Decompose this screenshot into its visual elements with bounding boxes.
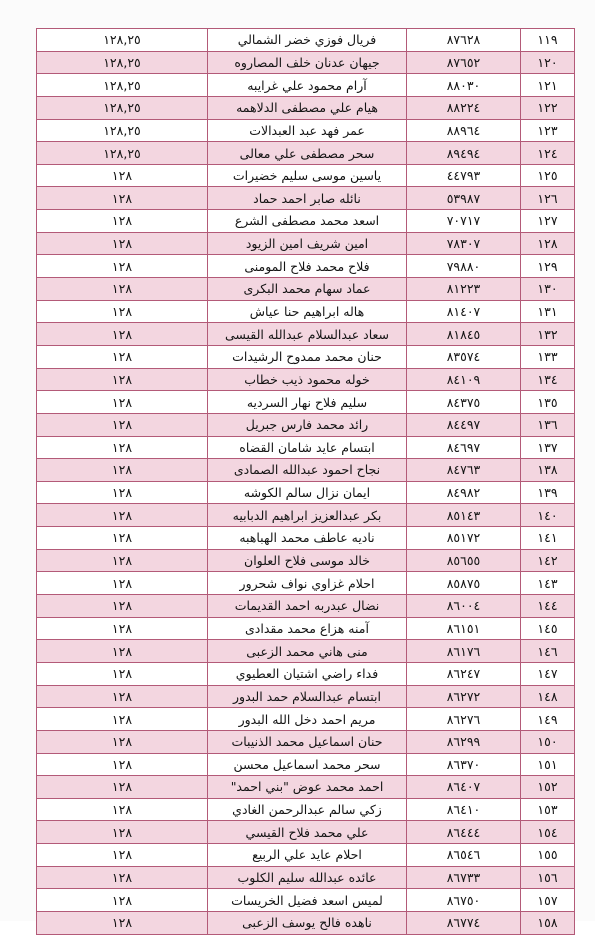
id-number-cell: ٨٥١٤٣ (407, 504, 521, 527)
row-number-cell: ١٢٤ (521, 142, 575, 165)
score-cell: ١٢٨ (37, 300, 208, 323)
id-number-cell: ٨٦٤٤٤ (407, 821, 521, 844)
score-cell: ١٢٨,٢٥ (37, 29, 208, 52)
row-number-cell: ١٤٦ (521, 640, 575, 663)
name-cell: فلاح محمد فلاح المومنى (208, 255, 407, 278)
row-number-cell: ١٢٨ (521, 232, 575, 255)
table-row (37, 29, 575, 52)
row-number-cell: ١٥١ (521, 753, 575, 776)
table-row (37, 413, 575, 436)
name-cell: بكر عبدالعزيز ابراهيم الدبابيه (208, 504, 407, 527)
table-row (37, 119, 575, 142)
name-cell: فداء راضي اشتيان العطيوي (208, 662, 407, 685)
score-cell: ١٢٨ (37, 730, 208, 753)
score-cell: ١٢٨ (37, 549, 208, 572)
score-cell: ١٢٨ (37, 232, 208, 255)
row-number-cell: ١٥٠ (521, 730, 575, 753)
id-number-cell: ٨٣٥٧٤ (407, 345, 521, 368)
table-row (37, 210, 575, 233)
row-number-cell: ١٤٠ (521, 504, 575, 527)
row-number-cell: ١٤٧ (521, 662, 575, 685)
score-cell: ١٢٨ (37, 640, 208, 663)
score-cell: ١٢٨ (37, 527, 208, 550)
id-number-cell: ٨٥٨٧٥ (407, 572, 521, 595)
table-row (37, 821, 575, 844)
table-row (37, 300, 575, 323)
name-cell: نضال عبدربه احمد القديمات (208, 595, 407, 618)
table-row (37, 323, 575, 346)
score-cell: ١٢٨ (37, 844, 208, 867)
table-row (37, 889, 575, 912)
table-row (37, 527, 575, 550)
score-cell: ١٢٨ (37, 481, 208, 504)
id-number-cell: ٨٥٦٥٥ (407, 549, 521, 572)
row-number-cell: ١٣٢ (521, 323, 575, 346)
name-cell: احمد محمد عوض "بني احمد" (208, 776, 407, 799)
table-row (37, 187, 575, 210)
row-number-cell: ١١٩ (521, 29, 575, 52)
id-number-cell: ٥٣٩٨٧ (407, 187, 521, 210)
name-cell: ناديه عاطف محمد الهباهبه (208, 527, 407, 550)
name-cell: خوله محمود ذيب خطاب (208, 368, 407, 391)
score-cell: ١٢٨,٢٥ (37, 96, 208, 119)
name-cell: آرام محمود علي غرايبه (208, 74, 407, 97)
row-number-cell: ١٥٣ (521, 798, 575, 821)
table-row (37, 96, 575, 119)
score-cell: ١٢٨ (37, 662, 208, 685)
table-row (37, 911, 575, 934)
score-cell: ١٢٨ (37, 889, 208, 912)
name-cell: حنان اسماعيل محمد الذنيبات (208, 730, 407, 753)
row-number-cell: ١٥٢ (521, 776, 575, 799)
score-cell: ١٢٨ (37, 187, 208, 210)
id-number-cell: ٨٦٤٠٧ (407, 776, 521, 799)
name-cell: خالد موسى فلاح العلوان (208, 549, 407, 572)
row-number-cell: ١٣٩ (521, 481, 575, 504)
name-cell: ياسين موسى سليم خضيرات (208, 164, 407, 187)
table-row (37, 572, 575, 595)
score-cell: ١٢٨ (37, 685, 208, 708)
score-cell: ١٢٨ (37, 345, 208, 368)
row-number-cell: ١٣٥ (521, 391, 575, 414)
name-cell: زكي سالم عبدالرحمن الغادي (208, 798, 407, 821)
score-cell: ١٢٨,٢٥ (37, 142, 208, 165)
id-number-cell: ٨٦٢٧٦ (407, 708, 521, 731)
table-row (37, 617, 575, 640)
score-cell: ١٢٨,٢٥ (37, 51, 208, 74)
id-number-cell: ٨٨٩٦٤ (407, 119, 521, 142)
results-table-body (37, 29, 575, 935)
name-cell: هاله ابراهيم حنا عياش (208, 300, 407, 323)
score-cell: ١٢٨ (37, 210, 208, 233)
name-cell: نجاح احمود عبدالله الصمادى (208, 459, 407, 482)
id-number-cell: ٨٤٦٩٧ (407, 436, 521, 459)
score-cell: ١٢٨ (37, 413, 208, 436)
row-number-cell: ١٣٣ (521, 345, 575, 368)
table-row (37, 481, 575, 504)
id-number-cell: ٧٨٣٠٧ (407, 232, 521, 255)
table-row (37, 164, 575, 187)
row-number-cell: ١٢٢ (521, 96, 575, 119)
name-cell: سحر مصطفى علي معالى (208, 142, 407, 165)
score-cell: ١٢٨ (37, 798, 208, 821)
table-row (37, 504, 575, 527)
row-number-cell: ١٢٣ (521, 119, 575, 142)
id-number-cell: ٧٠٧١٧ (407, 210, 521, 233)
table-row (37, 459, 575, 482)
name-cell: ناهده فالح يوسف الزعبى (208, 911, 407, 934)
row-number-cell: ١٣٦ (521, 413, 575, 436)
id-number-cell: ٨٦١٧٦ (407, 640, 521, 663)
row-number-cell: ١٢٠ (521, 51, 575, 74)
id-number-cell: ٨١٨٤٥ (407, 323, 521, 346)
row-number-cell: ١٣٧ (521, 436, 575, 459)
id-number-cell: ٨٥١٧٢ (407, 527, 521, 550)
name-cell: آمنه هزاع محمد مقدادى (208, 617, 407, 640)
row-number-cell: ١٣١ (521, 300, 575, 323)
score-cell: ١٢٨ (37, 368, 208, 391)
name-cell: سحر محمد اسماعيل محسن (208, 753, 407, 776)
name-cell: امين شريف امين الزيود (208, 232, 407, 255)
table-row (37, 74, 575, 97)
id-number-cell: ٨٦١٥١ (407, 617, 521, 640)
table-row (37, 51, 575, 74)
name-cell: اسعد محمد مصطفى الشرع (208, 210, 407, 233)
score-cell: ١٢٨ (37, 391, 208, 414)
id-number-cell: ٨١٤٠٧ (407, 300, 521, 323)
row-number-cell: ١٥٥ (521, 844, 575, 867)
score-cell: ١٢٨ (37, 504, 208, 527)
row-number-cell: ١٣٨ (521, 459, 575, 482)
name-cell: احلام غزاوي نواف شحرور (208, 572, 407, 595)
name-cell: جيهان عدنان خلف المصاروه (208, 51, 407, 74)
score-cell: ١٢٨ (37, 255, 208, 278)
name-cell: علي محمد فلاح القيسي (208, 821, 407, 844)
score-cell: ١٢٨ (37, 753, 208, 776)
id-number-cell: ٨٨٠٣٠ (407, 74, 521, 97)
id-number-cell: ٨٧٦٢٨ (407, 29, 521, 52)
row-number-cell: ١٢٥ (521, 164, 575, 187)
id-number-cell: ٨٨٢٢٤ (407, 96, 521, 119)
id-number-cell: ٨٤٧٦٣ (407, 459, 521, 482)
id-number-cell: ٨٤٣٧٥ (407, 391, 521, 414)
id-number-cell: ٤٤٧٩٣ (407, 164, 521, 187)
score-cell: ١٢٨ (37, 323, 208, 346)
row-number-cell: ١٥٤ (521, 821, 575, 844)
row-number-cell: ١٥٦ (521, 866, 575, 889)
table-row (37, 232, 575, 255)
id-number-cell: ٨٦٧٥٠ (407, 889, 521, 912)
name-cell: سعاد عبدالسلام عبدالله القيسى (208, 323, 407, 346)
table-row (37, 753, 575, 776)
id-number-cell: ٨٤٤٩٧ (407, 413, 521, 436)
score-cell: ١٢٨ (37, 866, 208, 889)
id-number-cell: ٨١٢٢٣ (407, 278, 521, 301)
table-row (37, 798, 575, 821)
score-cell: ١٢٨ (37, 911, 208, 934)
table-row (37, 368, 575, 391)
results-table (36, 28, 575, 935)
row-number-cell: ١٤٣ (521, 572, 575, 595)
table-row (37, 436, 575, 459)
id-number-cell: ٨٦٧٧٤ (407, 911, 521, 934)
name-cell: احلام عايد علي الربيع (208, 844, 407, 867)
table-row (37, 345, 575, 368)
table-row (37, 391, 575, 414)
score-cell: ١٢٨ (37, 617, 208, 640)
score-cell: ١٢٨ (37, 436, 208, 459)
id-number-cell: ٨٦٠٠٤ (407, 595, 521, 618)
id-number-cell: ٨٩٤٩٤ (407, 142, 521, 165)
name-cell: رائد محمد فارس جبريل (208, 413, 407, 436)
score-cell: ١٢٨,٢٥ (37, 119, 208, 142)
name-cell: ابتسام عبدالسلام حمد البدور (208, 685, 407, 708)
id-number-cell: ٨٦٣٧٠ (407, 753, 521, 776)
table-row (37, 142, 575, 165)
name-cell: عائده عبدالله سليم الكلوب (208, 866, 407, 889)
id-number-cell: ٧٩٨٨٠ (407, 255, 521, 278)
table-row (37, 685, 575, 708)
score-cell: ١٢٨ (37, 708, 208, 731)
name-cell: هيام علي مصطفى الدلاهمه (208, 96, 407, 119)
row-number-cell: ١٢١ (521, 74, 575, 97)
table-row (37, 844, 575, 867)
score-cell: ١٢٨ (37, 572, 208, 595)
row-number-cell: ١٢٦ (521, 187, 575, 210)
name-cell: فريال فوزي خضر الشمالي (208, 29, 407, 52)
row-number-cell: ١٤٤ (521, 595, 575, 618)
score-cell: ١٢٨ (37, 164, 208, 187)
score-cell: ١٢٨ (37, 821, 208, 844)
table-row (37, 866, 575, 889)
score-cell: ١٢٨ (37, 459, 208, 482)
table-row (37, 255, 575, 278)
name-cell: لميس اسعد فضيل الخريسات (208, 889, 407, 912)
row-number-cell: ١٥٧ (521, 889, 575, 912)
score-cell: ١٢٨,٢٥ (37, 74, 208, 97)
row-number-cell: ١٤١ (521, 527, 575, 550)
name-cell: منى هاني محمد الزعبى (208, 640, 407, 663)
id-number-cell: ٨٦٢٧٢ (407, 685, 521, 708)
table-row (37, 662, 575, 685)
row-number-cell: ١٥٨ (521, 911, 575, 934)
row-number-cell: ١٤٥ (521, 617, 575, 640)
score-cell: ١٢٨ (37, 776, 208, 799)
id-number-cell: ٨٦٥٤٦ (407, 844, 521, 867)
id-number-cell: ٨٤١٠٩ (407, 368, 521, 391)
table-row (37, 278, 575, 301)
table-row (37, 595, 575, 618)
row-number-cell: ١٣٤ (521, 368, 575, 391)
row-number-cell: ١٤٨ (521, 685, 575, 708)
score-cell: ١٢٨ (37, 278, 208, 301)
row-number-cell: ١٢٩ (521, 255, 575, 278)
table-row (37, 549, 575, 572)
score-cell: ١٢٨ (37, 595, 208, 618)
id-number-cell: ٨٦٢٩٩ (407, 730, 521, 753)
id-number-cell: ٨٦٧٣٣ (407, 866, 521, 889)
name-cell: نائله صابر احمد حماد (208, 187, 407, 210)
id-number-cell: ٨٤٩٨٢ (407, 481, 521, 504)
row-number-cell: ١٣٠ (521, 278, 575, 301)
name-cell: مريم احمد دخل الله البدور (208, 708, 407, 731)
table-row (37, 708, 575, 731)
name-cell: ايمان نزال سالم الكوشه (208, 481, 407, 504)
name-cell: سليم فلاح نهار السرديه (208, 391, 407, 414)
id-number-cell: ٨٧٦٥٢ (407, 51, 521, 74)
row-number-cell: ١٤٩ (521, 708, 575, 731)
row-number-cell: ١٤٢ (521, 549, 575, 572)
id-number-cell: ٨٦٤١٠ (407, 798, 521, 821)
table-row (37, 776, 575, 799)
name-cell: ابتسام عايد شامان القضاه (208, 436, 407, 459)
id-number-cell: ٨٦٢٤٧ (407, 662, 521, 685)
table-row (37, 640, 575, 663)
row-number-cell: ١٢٧ (521, 210, 575, 233)
table-row (37, 730, 575, 753)
name-cell: عماد سهام محمد البكرى (208, 278, 407, 301)
name-cell: حنان محمد ممدوح الرشيدات (208, 345, 407, 368)
name-cell: عمر فهد عبد العبدالات (208, 119, 407, 142)
